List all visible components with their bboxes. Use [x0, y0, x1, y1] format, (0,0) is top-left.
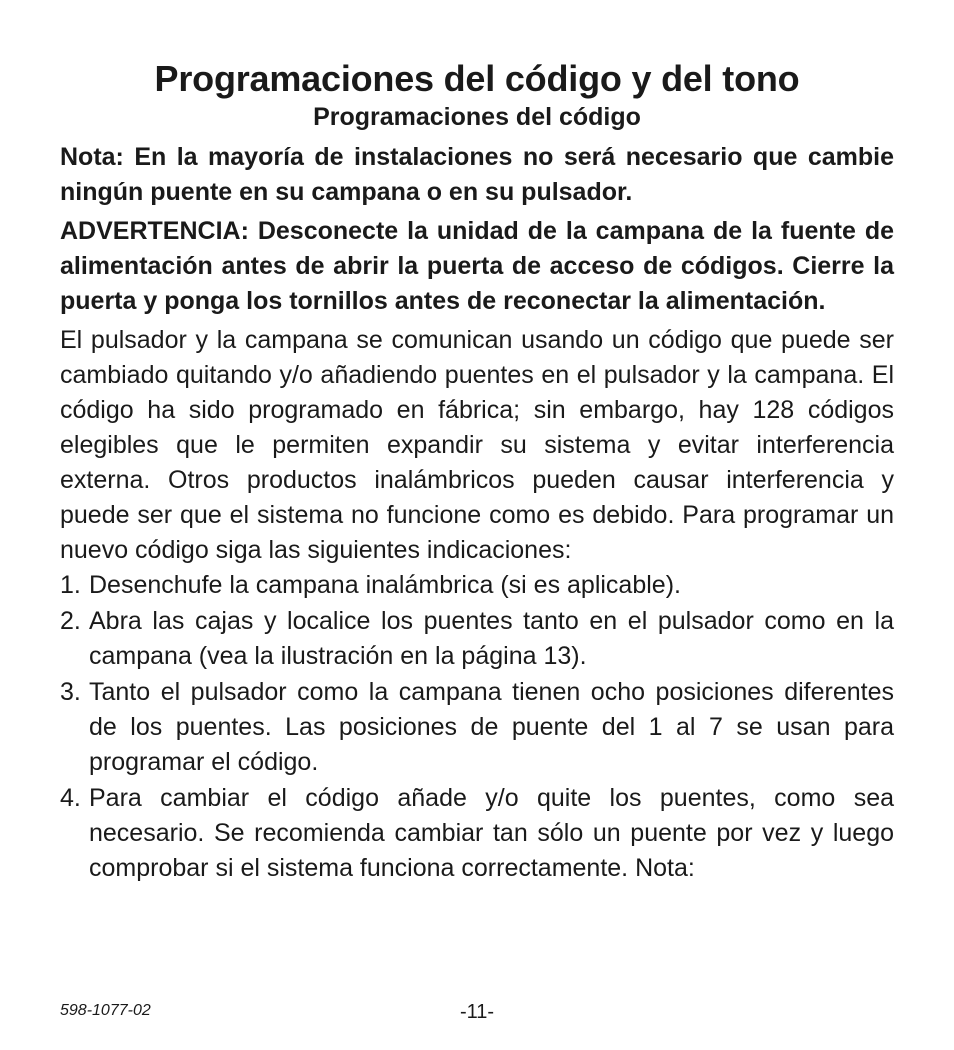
step-number: 2. — [60, 607, 81, 635]
document-page — [60, 56, 894, 887]
step-number: 3. — [60, 678, 81, 706]
body-paragraph: El pulsador y la campana se comunican usando un código que puede ser cambiado quitando y/o añadiendo puentes en el pulsador y la campana. El código ha sido programado en fábrica; sin embargo, hay 128 códigos elegibles que le permiten expandir su sistema y evitar interferencia externa. Otros productos inalámbricos pueden causar interferencia y puede ser que el sistema no funcione como es debido. Para programar un nuevo código siga las siguientes indicaciones: — [60, 326, 894, 564]
step-text: Para cambiar el código añade y/o quite los puentes, como sea necesario. Se recomienda cambiar tan sólo un puente por vez y luego comprobar si el sistema funciona correctamente. Nota: — [89, 784, 894, 882]
warning-paragraph: ADVERTENCIA: Desconecte la unidad de la campana de la fuente de alimentación antes de abrir la puerta de acceso de códigos. Cierre la puerta y ponga los tornillos antes de reconectar la alimentación. — [60, 217, 894, 315]
list-item — [60, 604, 894, 674]
section-subtitle: Programaciones del código — [313, 103, 641, 131]
document-code: 598-1077-02 — [60, 1002, 151, 1019]
step-text: Abra las cajas y localice los puentes tanto en el pulsador como en la campana (vea la ilustración en la página 13). — [89, 607, 894, 670]
list-item — [60, 781, 894, 886]
steps-list — [60, 568, 894, 886]
page-number: -11- — [459, 1001, 495, 1023]
list-item — [60, 568, 894, 603]
list-item — [60, 675, 894, 780]
note-paragraph: Nota: En la mayoría de instalaciones no será necesario que cambie ningún puente en su campana o en su pulsador. — [60, 143, 894, 206]
step-text: Desenchufe la campana inalámbrica (si es aplicable). — [89, 571, 681, 599]
step-number: 1. — [60, 571, 81, 599]
page-title: Programaciones del código y del tono — [154, 58, 800, 99]
step-number: 4. — [60, 784, 81, 812]
step-text: Tanto el pulsador como la campana tienen ocho posiciones diferentes de los puentes. Las posiciones de puente del 1 al 7 se usan para programar el código. — [89, 678, 894, 776]
